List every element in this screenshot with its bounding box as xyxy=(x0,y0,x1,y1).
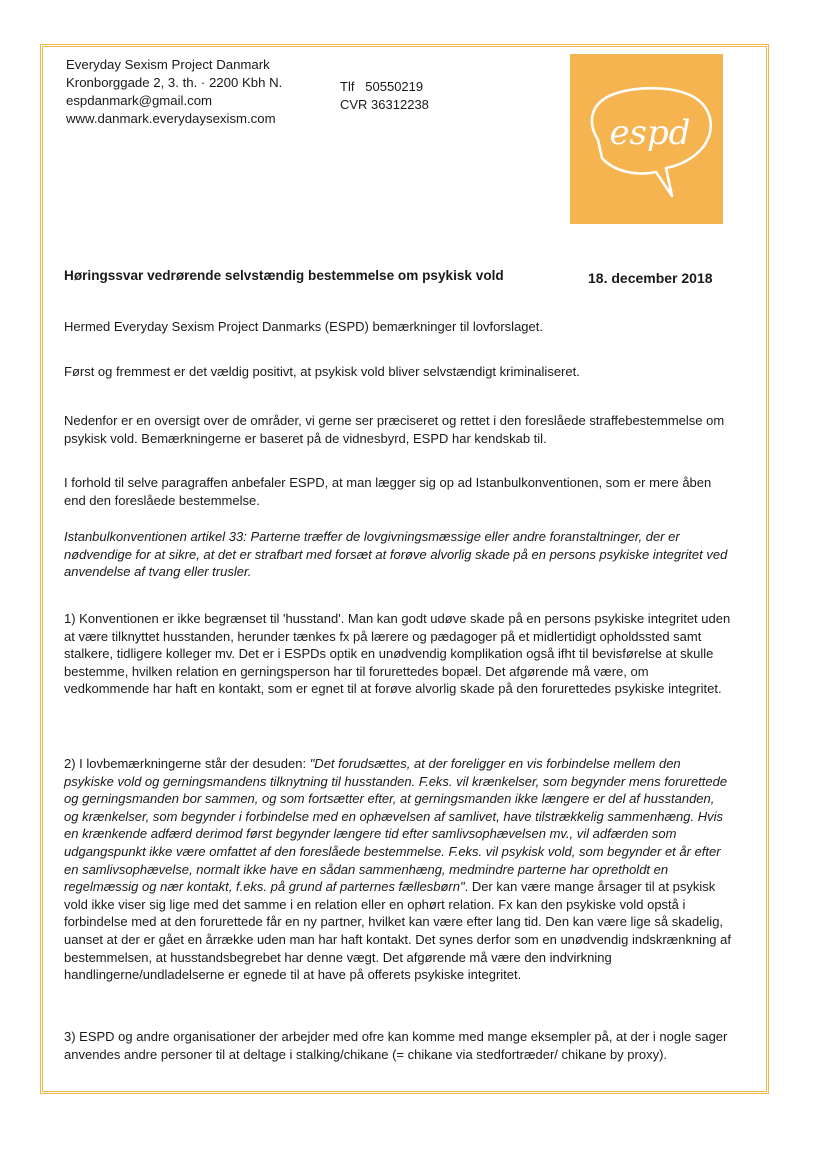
letter-date: 18. december 2018 xyxy=(588,270,713,286)
org-website: www.danmark.everydaysexism.com xyxy=(66,111,276,126)
espd-logo xyxy=(570,54,723,224)
point-2-quote: "Det forudsættes, at der foreligger en vis forbindelse mellem den psykiske vold og gerningsmandens tilknytning til husstanden. F.eks. vil krænkelser, som begynder mens forurettede og gerningsmanden bor sammen, og som fortsætter efter, at gerningsmanden ikke længere er del af husstanden, og krænkelser, som begynder i forbindelse med en ophævelsen af samlivet, have tilstrækkelig sammenhæng. Hvis en krænkende adfærd derimod først begynder længere tid efter samlivsophævelsen mv., vil adfærden som udgangspunkt ikke være omfattet af den foreslåede bestemmelse. F.eks. vil psykisk vold, som begynder et år efter en samlivsophævelse, normalt ikke have en sådan sammenhæng, medmindre parterne har opretholdt en regelmæssig og nær kontakt, f.eks. på grund af parternes fællesbørn" xyxy=(64,756,728,895)
paragraph-intro: Hermed Everyday Sexism Project Danmarks (ESPD) bemærkninger til lovforslaget. xyxy=(64,319,543,334)
paragraph-point-1: 1) Konventionen er ikke begrænset til 'husstand'. Man kan godt udøve skade på en persons psykiske integritet uden at være tilknyttet husstanden, herunder tænkes fx på lærere og pædagoger på et midlertidigt opholdssted samt stalkere, tidligere kolleger mv. Det er i ESPDs optik en unødvendig komplikation også ifht til bevisførelse at skulle bestemme, hvilken relation en gerningsperson har til forurettedes bopæl. Det afgørende må være, om vedkommende har haft en kontakt, som er egnet til at forøve alvorlig skade på den forurettedes psykiske integritet. xyxy=(64,611,731,697)
paragraph-point-2 xyxy=(64,755,732,984)
sender-block xyxy=(66,56,282,128)
paragraph-article-33 xyxy=(64,528,732,581)
org-address: Kronborggade 2, 3. th. · 2200 Kbh N. xyxy=(66,75,283,90)
org-name: Everyday Sexism Project Danmark xyxy=(66,57,270,72)
point-2-text: . Der kan være mange årsager til at psykisk vold ikke viser sig lige med det samme i en relation eller en ophørt relation. Fx kan den psykiske vold opstå i forbindelse med at den forurettede får en ny partner, hvilket kan være efter lang tid. Den kan være lige så skadelig, uanset at der er gået en årrække uden man har haft kontakt. Det synes derfor som en unødvendig indskrænkning af bestemmelsen, at husstandsbegrebet har denne vægt. Det afgørende må være den indvirkning handlingerne/undladelserne er egnede til at have på offerets psykiske integritet. xyxy=(64,879,731,983)
logo-text: espd xyxy=(609,113,691,153)
paragraph-point-3: 3) ESPD og andre organisationer der arbejder med ofre kan komme med mange eksempler på, at der i nogle sager anvendes andre personer til at deltage i stalking/chikane (= chikane via stedfortræder/ chikane by proxy). xyxy=(64,1029,728,1062)
paragraph-positive: Først og fremmest er det vældig positivt, at psykisk vold bliver selvstændigt kriminaliseret. xyxy=(64,364,580,379)
cvr-number: CVR 36312238 xyxy=(340,97,429,112)
speech-bubble-logo-icon xyxy=(570,54,723,224)
contact-block xyxy=(340,78,429,114)
paragraph-overview: Nedenfor er en oversigt over de områder, vi gerne ser præciseret og rettet i den foreslåede straffebestemmelse om psykisk vold. Bemærkningerne er baseret på de vidnesbyrd, ESPD har kendskab til. xyxy=(64,413,725,446)
point-2-intro: 2) I lovbemærkningerne står der desuden: xyxy=(64,756,310,771)
org-email: espdanmark@gmail.com xyxy=(66,93,213,108)
article-quote: Istanbulkonventionen artikel 33: Parterne træffer de lovgivningsmæssige eller andre foranstaltninger, der er nødvendige for at sikre, at det er strafbart med forsæt at forøve alvorlig skade på en persons psykiske integritet ved anvendelse af tvang eller trusler. xyxy=(64,529,728,580)
paragraph-istanbul: I forhold til selve paragraffen anbefaler ESPD, at man lægger sig op ad Istanbulkonventionen, som er mere åben end den foreslåede bestemmelse. xyxy=(64,475,712,508)
letter-subject: Høringssvar vedrørende selvstændig bestemmelse om psykisk vold xyxy=(64,268,504,283)
phone-number: Tlf 50550219 xyxy=(340,79,424,94)
